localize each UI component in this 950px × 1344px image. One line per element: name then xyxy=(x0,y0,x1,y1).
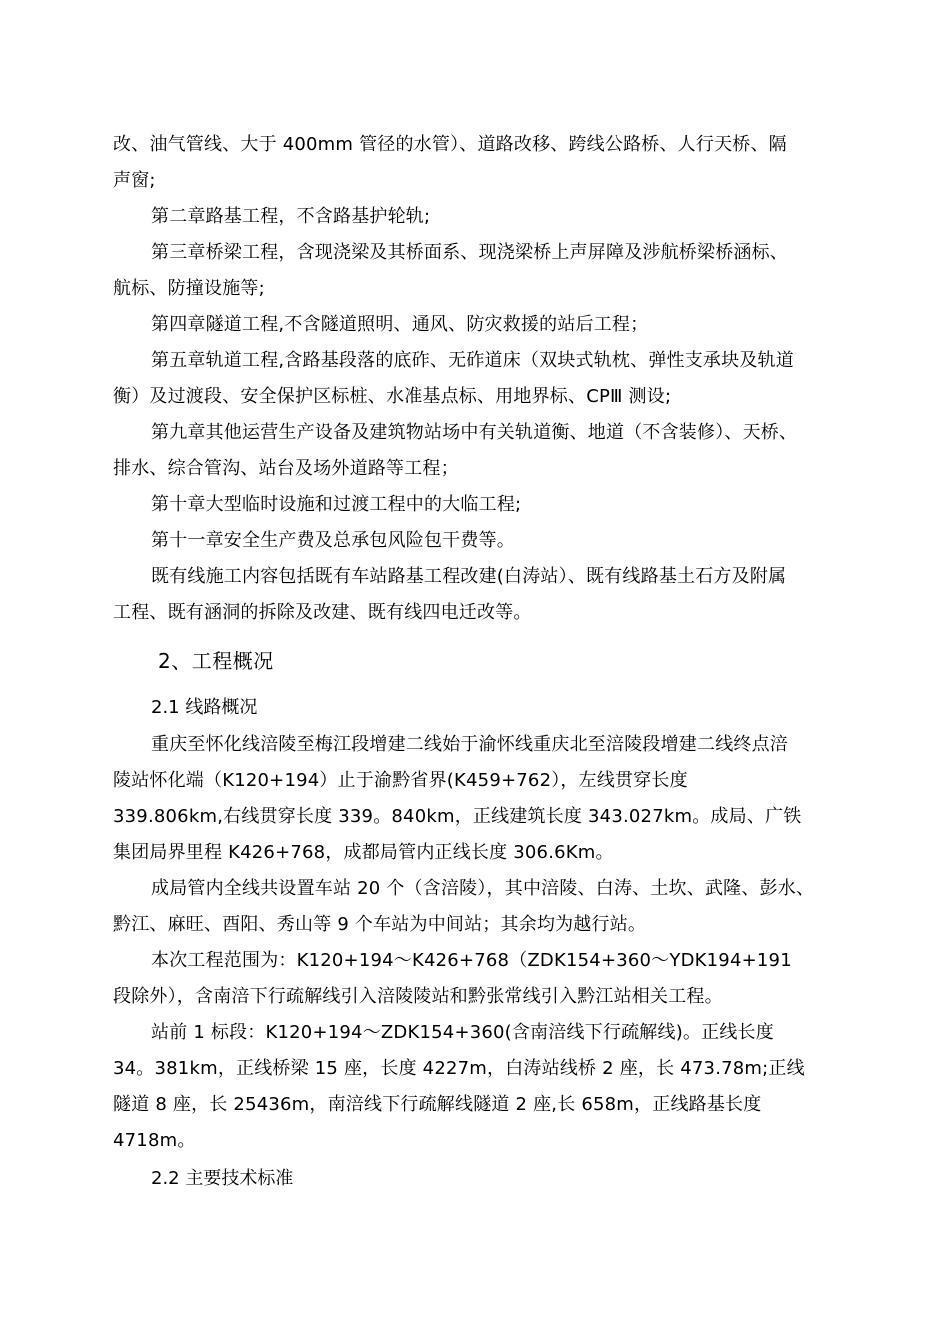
paragraph-line: 隧道 8 座，长 25436m，南涪线下行疏解线隧道 2 座,长 658m，正线路基长度 xyxy=(113,1094,762,1115)
paragraph-line: 既有线施工内容包括既有车站路基工程改建(白涛站）、既有线路基土石方及附属 xyxy=(151,566,787,587)
paragraph-line: 改、油气管线、大于 400mm 管径的水管）、道路改移、跨线公路桥、人行天桥、隔 xyxy=(113,134,787,155)
subsection-heading: 2.2 主要技术标准 xyxy=(151,1168,294,1189)
paragraph-line: 第二章路基工程，不含路基护轮轨; xyxy=(151,206,431,227)
paragraph-line: 陵站怀化端（K120+194）止于渝黔省界(K459+762），左线贯穿长度 xyxy=(113,770,688,791)
paragraph-line: 34。381km，正线桥梁 15 座，长度 4227m，白涛站线桥 2 座，长 473.78m;正线 xyxy=(113,1058,805,1079)
paragraph-line: 工程、既有涵洞的拆除及改建、既有线四电迁改等。 xyxy=(113,602,532,623)
paragraph-line: 第五章轨道工程,含路基段落的底砟、无砟道床（双块式轨枕、弹性支承块及轨道 xyxy=(151,350,794,371)
paragraph-line: 集团局界里程 K426+768，成都局管内正线长度 306.6Km。 xyxy=(113,842,614,863)
paragraph-line: 第四章隧道工程,不含隧道照明、通风、防灾救援的站后工程； xyxy=(151,314,649,335)
paragraph-line: 第九章其他运营生产设备及建筑物站场中有关轨道衡、地道（不含装修）、天桥、 xyxy=(151,422,798,443)
paragraph-line: 339.806km,右线贯穿长度 339。840km，正线建筑长度 343.027km。成局、广铁 xyxy=(113,806,802,827)
paragraph-line: 站前 1 标段：K120+194～ZDK154+360(含南涪线下行疏解线)。正线长度 xyxy=(151,1022,774,1043)
paragraph-line: 第十一章安全生产费及总承包风险包干费等。 xyxy=(151,530,515,551)
paragraph-line: 声窗; xyxy=(113,170,156,191)
paragraph-line: 成局管内全线共设置车站 20 个（含涪陵），其中涪陵、白涛、土坎、武隆、彭水、 xyxy=(151,878,815,899)
paragraph-line: 衡）及过渡段、安全保护区标桩、水准基点标、用地界标、CPⅢ 测设; xyxy=(113,386,672,407)
paragraph-line: 重庆至怀化线涪陵至梅江段增建二线始于渝怀线重庆北至涪陵段增建二线终点涪 xyxy=(151,734,788,755)
paragraph-line: 段除外），含南涪下行疏解线引入涪陵陵站和黔张常线引入黔江站相关工程。 xyxy=(113,986,723,1007)
paragraph-line: 第十章大型临时设施和过渡工程中的大临工程; xyxy=(151,494,522,515)
paragraph-line: 4718m。 xyxy=(113,1130,196,1151)
paragraph-line: 第三章桥梁工程，含现浇梁及其桥面系、现浇梁桥上声屏障及涉航桥梁桥涵标、 xyxy=(151,242,788,263)
paragraph-line: 黔江、麻旺、酉阳、秀山等 9 个车站为中间站；其余均为越行站。 xyxy=(113,914,647,935)
subsection-heading: 2.1 线路概况 xyxy=(151,697,258,718)
paragraph-line: 本次工程范围为：K120+194～K426+768（ZDK154+360～YDK194+191 xyxy=(151,950,792,971)
section-heading: 2、工程概况 xyxy=(158,649,274,673)
paragraph-line: 航标、防撞设施等; xyxy=(113,278,265,299)
paragraph-line: 排水、综合管沟、站台及场外道路等工程； xyxy=(113,458,459,479)
